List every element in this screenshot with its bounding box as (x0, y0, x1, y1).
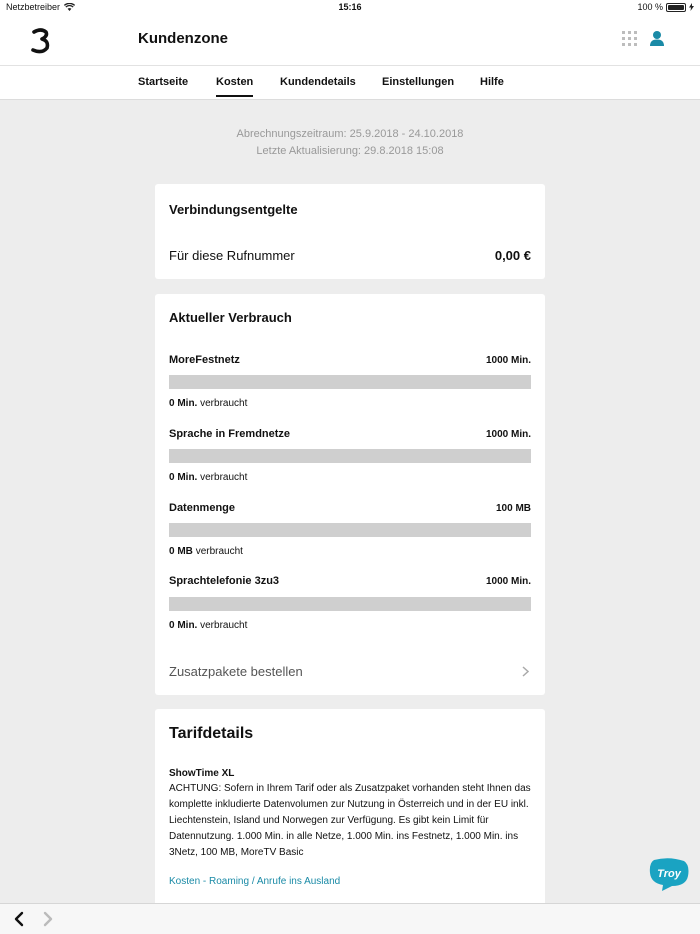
usage-used-value: 0 MB (169, 546, 193, 557)
wifi-icon (64, 3, 75, 11)
main-nav (0, 66, 700, 100)
usage-bar (169, 597, 531, 611)
user-icon[interactable] (649, 30, 665, 46)
usage-used-suffix: verbraucht (200, 620, 248, 631)
tab-kundendetails[interactable]: Kundendetails (280, 76, 356, 88)
status-left (6, 2, 75, 12)
apps-grid-icon[interactable] (622, 31, 637, 46)
billing-period (0, 126, 700, 160)
usage-used-value: 0 Min. (169, 398, 198, 409)
tarif-title: Tarifdetails (169, 725, 254, 742)
order-addons-link[interactable]: Zusatzpakete bestellen (169, 664, 303, 679)
tab-startseite[interactable]: Startseite (138, 76, 189, 88)
usage-used-suffix: verbraucht (200, 398, 248, 409)
usage-used (169, 398, 247, 409)
charges-row-value: 0,00 € (494, 248, 531, 263)
charges-title: Verbindungsentgelte (169, 202, 298, 217)
usage-used (169, 546, 243, 557)
app-header (0, 14, 700, 66)
browser-toolbar (0, 903, 700, 934)
battery-icon (666, 3, 686, 12)
usage-used-suffix: verbraucht (200, 472, 248, 483)
status-bar (0, 0, 700, 14)
usage-bar (169, 523, 531, 537)
usage-item-name: Sprachtelefonie 3zu3 (169, 575, 280, 587)
tab-kosten[interactable]: Kosten (216, 76, 254, 88)
usage-item-limit: 1000 Min. (485, 355, 531, 366)
carrier-label: Netzbetreiber (6, 2, 61, 12)
tab-hilfe[interactable]: Hilfe (480, 76, 504, 88)
page-title: Kundenzone (138, 30, 228, 47)
usage-used (169, 472, 247, 483)
status-right (637, 2, 694, 12)
usage-item-name: Sprache in Fremdnetze (169, 428, 291, 440)
usage-bar (169, 449, 531, 463)
chevron-left-icon[interactable] (13, 911, 25, 927)
usage-item-name: MoreFestnetz (169, 354, 240, 366)
charging-icon (689, 3, 694, 11)
usage-item-limit: 1000 Min. (485, 576, 531, 587)
usage-title: Aktueller Verbrauch (169, 310, 292, 325)
roaming-link[interactable]: Kosten - Roaming / Anrufe ins Ausland (169, 876, 341, 887)
usage-used-suffix: verbraucht (195, 546, 243, 557)
usage-bar (169, 375, 531, 389)
charges-card (155, 184, 545, 279)
last-update-text: Letzte Aktualisierung: 29.8.2018 15:08 (256, 145, 444, 157)
usage-item-name: Datenmenge (169, 502, 236, 514)
battery-percent: 100 % (637, 2, 663, 12)
three-logo-icon[interactable] (28, 27, 54, 55)
tarif-name: ShowTime XL (169, 768, 235, 779)
usage-item-limit: 100 MB (495, 503, 531, 514)
chevron-right-icon[interactable] (42, 911, 54, 927)
tab-einstellungen[interactable]: Einstellungen (382, 76, 455, 88)
chat-bubble-icon[interactable] (648, 858, 690, 892)
usage-item-limit: 1000 Min. (485, 429, 531, 440)
usage-used-value: 0 Min. (169, 620, 198, 631)
charges-row-label: Für diese Rufnummer (169, 248, 295, 263)
usage-used-value: 0 Min. (169, 472, 198, 483)
status-time: 15:16 (338, 2, 362, 12)
chat-label: Troy (657, 868, 681, 880)
chevron-right-icon[interactable] (522, 666, 529, 677)
billing-period-text: Abrechnungszeitraum: 25.9.2018 - 24.10.2018 (236, 128, 464, 140)
tarif-description: ACHTUNG: Sofern in Ihrem Tarif oder als Zusatzpaket vorhanden steht Ihnen das komplette inkludierte Datenvolumen zur Nutzung in Österreich und in der EU inkl. Liechtenstein, Island und Norwegen zur Verfügung. Es gibt kein Limit für Datennutzung. 1.000 Min. in alle Netze, 1.000 Min. ins Festnetz, 1.000 Min. ins 3Netz, 100 MB, MoreTV Basic (169, 783, 531, 858)
usage-used (169, 620, 247, 631)
tarif-card (155, 709, 545, 903)
usage-card (155, 294, 545, 695)
